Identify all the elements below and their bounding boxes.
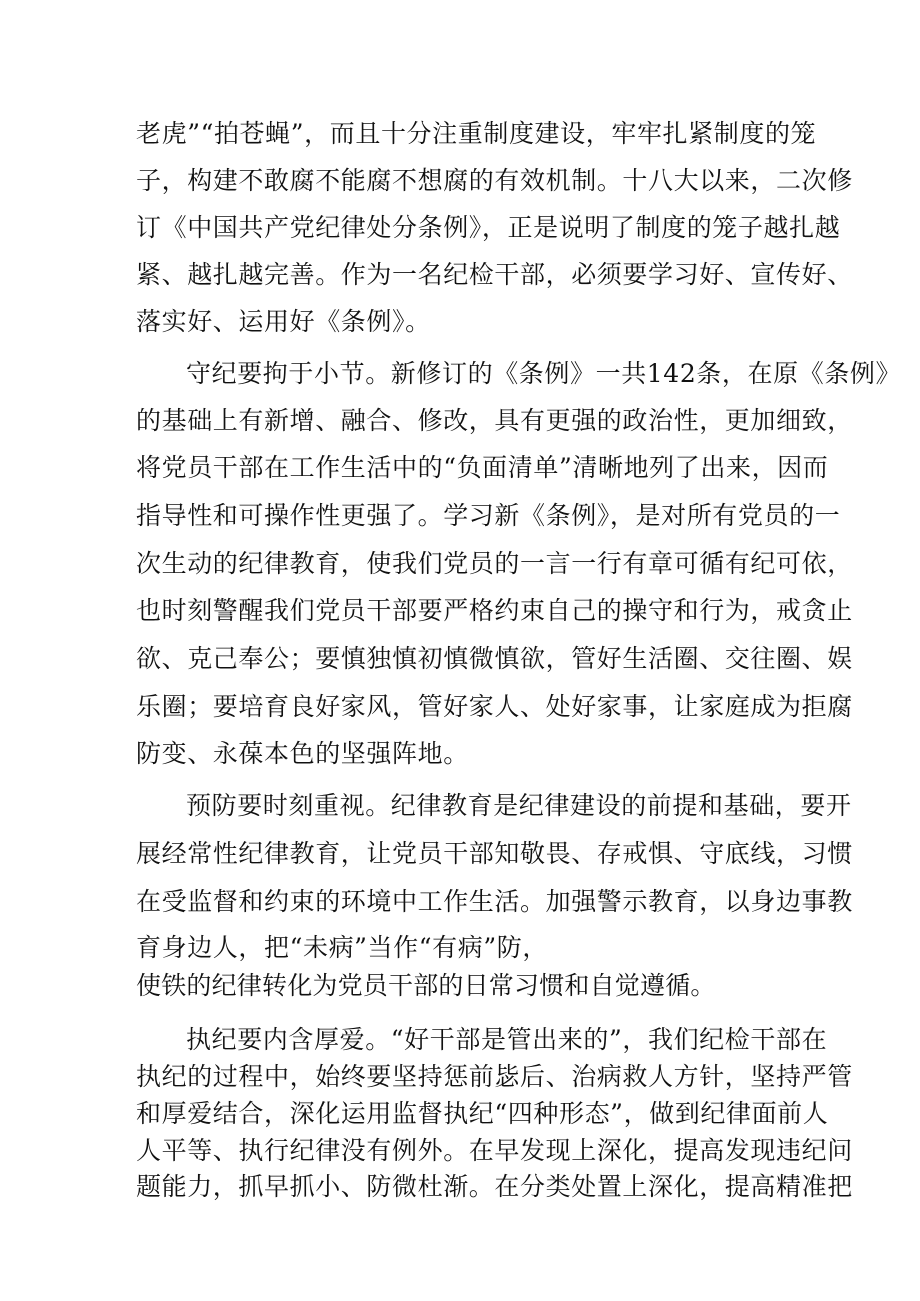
text-line: 乐圈；要培育良好家风，管好家人、处好家事，让家庭成为拒腐 [136, 692, 853, 721]
text-line: 执纪要内含厚爱。“好干部是管出来的”，我们纪检干部在 [186, 1025, 828, 1054]
text-line: 紧、越扎越完善。作为一名纪检干部，必须要学习好、宣传好、 [136, 260, 853, 289]
text-line: 防变、永葆本色的坚强阵地。 [136, 739, 469, 768]
text-line: 守纪要拘于小节。新修订的《条例》一共142条，在原《条例》 [186, 359, 902, 388]
text-line: 子，构建不敢腐不能腐不想腐的有效机制。十八大以来，二次修 [136, 166, 853, 195]
text-line: 预防要时刻重视。纪律教育是纪律建设的前提和基础，要开 [186, 791, 852, 820]
text-line: 次生动的纪律教育，使我们党员的一言一行有章可循有纪可依， [136, 549, 853, 578]
text-line: 老虎”“拍苍蝇”，而且十分注重制度建设，牢牢扎紧制度的笼 [136, 119, 817, 148]
text-line: 使铁的纪律转化为党员干部的日常习惯和自觉遵循。 [136, 971, 716, 1000]
text-line: 指导性和可操作性更强了。学习新《条例》，是对所有党员的一 [136, 501, 841, 530]
text-line: 落实好、运用好《条例》。 [136, 307, 431, 336]
text-line: 将党员干部在工作生活中的“负面清单”清晰地列了出来，因而 [136, 453, 829, 482]
text-line: 也时刻警醒我们党员干部要严格约束自己的操守和行为，戒贪止 [136, 596, 853, 625]
text-line: 执纪的过程中，始终要坚持惩前毖后、治病救人方针，坚持严管 [136, 1062, 853, 1091]
text-line: 展经常性纪律教育，让党员干部知敬畏、存戒惧、守底线，习惯 [136, 839, 853, 868]
text-line: 育身边人，把“未病”当作“有病”防， [136, 933, 548, 962]
text-line: 在受监督和约束的环境中工作生活。加强警示教育，以身边事教 [136, 887, 853, 916]
text-line: 题能力，抓早抓小、防微杜渐。在分类处置上深化，提高精准把 [136, 1172, 853, 1201]
text-line: 欲、克己奉公；要慎独慎初慎微慎欲，管好生活圈、交往圈、娱 [136, 644, 853, 673]
text-line: 的基础上有新增、融合、修改，具有更强的政治性，更加细致， [136, 406, 853, 435]
text-line: 和厚爱结合，深化运用监督执纪“四种形态”，做到纪律面前人 [136, 1099, 829, 1128]
text-line: 订《中国共产党纪律处分条例》，正是说明了制度的笼子越扎越 [136, 213, 841, 242]
text-line: 人平等、执行纪律没有例外。在早发现上深化，提高发现违纪问 [136, 1136, 853, 1165]
